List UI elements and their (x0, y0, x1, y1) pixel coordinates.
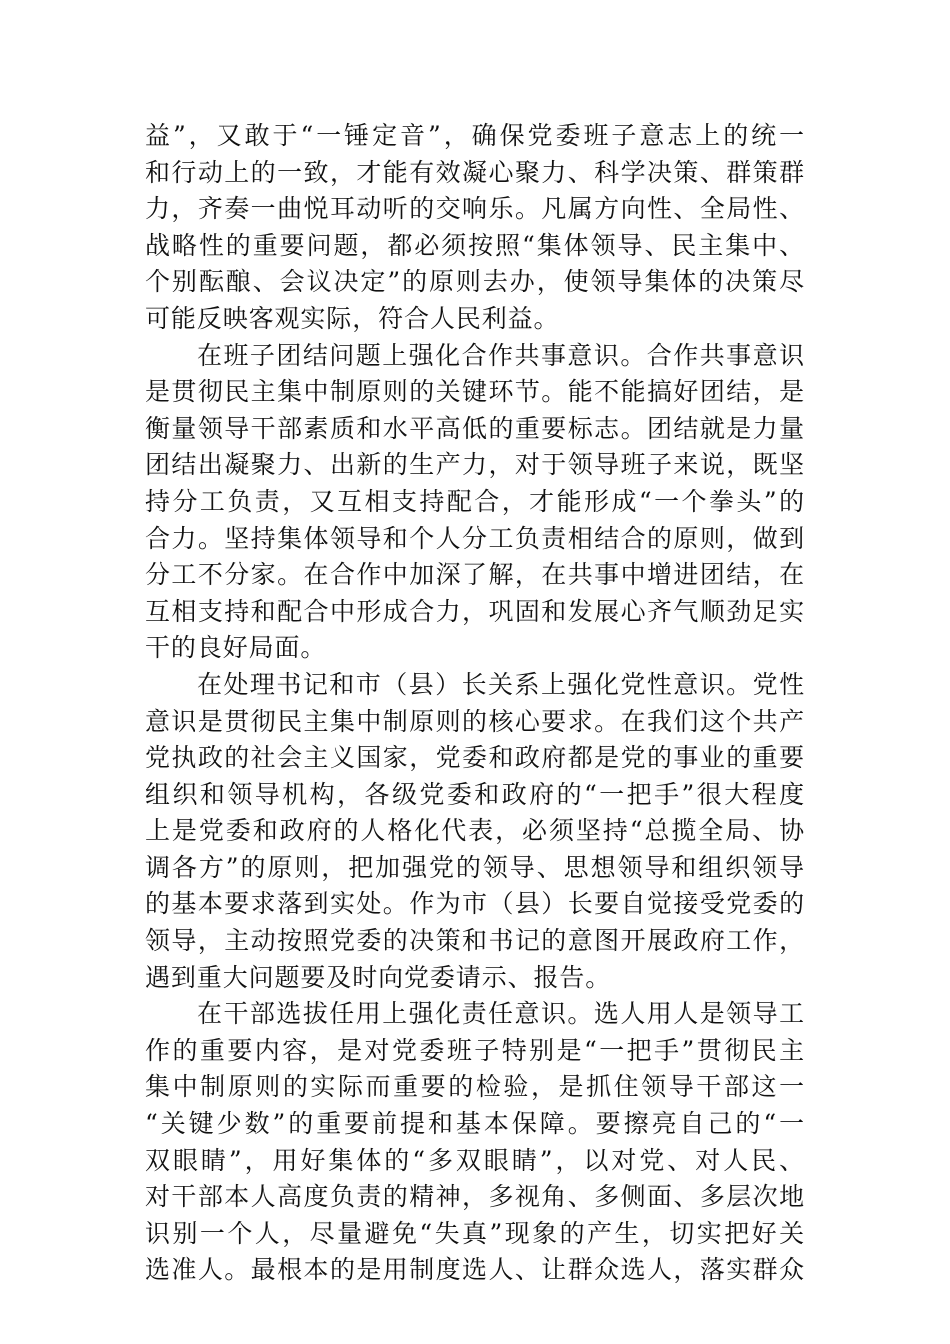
paragraph-first-line: 在班子团结问题上强化合作共事意识。合作共事意识 (197, 340, 805, 370)
text-line: 党执政的社会主义国家，党委和政府都是党的事业的重要 (145, 743, 805, 773)
text-line: 上是党委和政府的人格化代表，必须坚持“总揽全局、协 (145, 816, 805, 846)
text-line: 团结出凝聚力、出新的生产力，对于领导班子来说，既坚 (145, 450, 805, 480)
text-line: 干的良好局面。 (145, 633, 327, 663)
text-line: 遇到重大问题要及时向党委请示、报告。 (145, 962, 612, 992)
paragraph-first-line: 在处理书记和市（县）长关系上强化党性意识。党性 (197, 669, 805, 699)
text-line: 是贯彻民主集中制原则的关键环节。能不能搞好团结，是 (145, 377, 805, 407)
body-text (145, 118, 805, 1289)
text-line: 意识是贯彻民主集中制原则的核心要求。在我们这个共产 (145, 706, 805, 736)
text-line: 集中制原则的实际而重要的检验，是抓住领导干部这一 (145, 1072, 805, 1102)
text-line: 双眼睛”，用好集体的“多双眼睛”，以对党、对人民、 (145, 1145, 805, 1175)
text-line: “关键少数”的重要前提和基本保障。要擦亮自己的“一 (145, 1109, 805, 1139)
paragraph-first-line: 在干部选拔任用上强化责任意识。选人用人是领导工 (197, 999, 805, 1029)
text-line: 的基本要求落到实处。作为市（县）长要自觉接受党委的 (145, 889, 805, 919)
text-line: 分工不分家。在合作中加深了解，在共事中增进团结，在 (145, 560, 805, 590)
text-line: 可能反映客观实际，符合人民利益。 (145, 303, 560, 333)
text-line: 力，齐奏一曲悦耳动听的交响乐。凡属方向性、全局性、 (145, 194, 805, 224)
text-line: 领导，主动按照党委的决策和书记的意图开展政府工作， (145, 926, 805, 956)
text-line: 和行动上的一致，才能有效凝心聚力、科学决策、群策群 (145, 157, 805, 187)
text-line: 作的重要内容，是对党委班子特别是“一把手”贯彻民主 (145, 1035, 805, 1065)
text-line: 互相支持和配合中形成合力，巩固和发展心齐气顺劲足实 (145, 596, 805, 626)
text-line: 益”，又敢于“一锤定音”，确保党委班子意志上的统一 (145, 121, 805, 150)
text-line: 选准人。最根本的是用制度选人、让群众选人，落实群众 (145, 1255, 805, 1285)
text-line: 组织和领导机构，各级党委和政府的“一把手”很大程度 (145, 779, 805, 809)
text-line: 战略性的重要问题，都必须按照“集体领导、民主集中、 (145, 230, 805, 260)
text-line: 调各方”的原则，把加强党的领导、思想领导和组织领导 (145, 852, 805, 882)
text-line: 对干部本人高度负责的精神，多视角、多侧面、多层次地 (145, 1182, 805, 1212)
text-line: 合力。坚持集体领导和个人分工负责相结合的原则，做到 (145, 523, 805, 553)
text-line: 持分工负责，又互相支持配合，才能形成“一个拳头”的 (145, 486, 805, 516)
text-line: 个别酝酿、会议决定”的原则去办，使领导集体的决策尽 (145, 267, 805, 297)
text-line: 识别一个人，尽量避免“失真”现象的产生，切实把好关 (145, 1218, 805, 1248)
text-line: 衡量领导干部素质和水平高低的重要标志。团结就是力量 (145, 413, 805, 443)
